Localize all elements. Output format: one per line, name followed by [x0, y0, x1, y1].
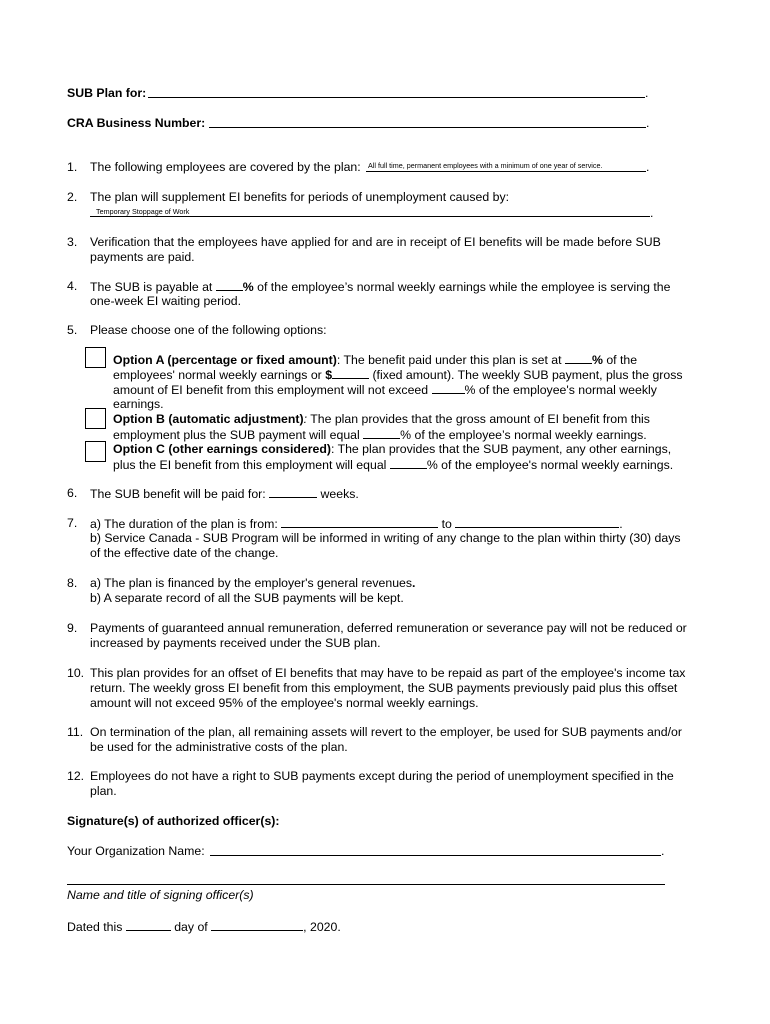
- option-a-line-3: [113, 382, 657, 397]
- organization-name-label: Your Organization Name:: [67, 844, 205, 858]
- item-1-number: 1.: [67, 160, 78, 174]
- dated-pre: Dated this: [67, 920, 126, 934]
- item-4-post: of the employee’s normal weekly earnings while the employee is serving the: [253, 280, 671, 294]
- option-a-l1-end: of the: [602, 353, 638, 367]
- item-8-line-b: b) A separate record of all the SUB payments will be kept.: [90, 591, 404, 605]
- dated-mid: day of: [170, 920, 212, 934]
- organization-period: .: [661, 844, 665, 858]
- item-1-period: .: [646, 160, 650, 174]
- option-a-l1-mid: : The benefit paid under this plan is set at: [336, 353, 565, 367]
- item-7-number: 7.: [67, 516, 78, 530]
- option-b-l1: The plan provides that the gross amount of EI benefit from this: [307, 412, 650, 426]
- option-a-percent-blank[interactable]: [565, 352, 592, 364]
- option-a-percent-sign: %: [591, 353, 603, 367]
- option-b-line-1: [113, 412, 650, 426]
- item-2-number: 2.: [67, 190, 78, 204]
- item-10-number: 10.: [67, 666, 85, 680]
- option-c-l2-pre: plus the EI benefit from this employment will equal: [113, 458, 390, 472]
- item-11-line-1: On termination of the plan, all remaining assets will revert to the employer, be used for SUB payments and/or: [90, 725, 682, 739]
- signature-heading: Signature(s) of authorized officer(s):: [67, 814, 280, 828]
- item-2-text: The plan will supplement EI benefits for periods of unemployment caused by:: [90, 190, 510, 204]
- dated-day-blank[interactable]: [126, 919, 171, 931]
- item-12-line-1: Employees do not have a right to SUB payments except during the period of unemployment specified in the: [90, 769, 674, 783]
- item-10-line-3: amount will not exceed 95% of the employee's normal weekly earnings.: [90, 696, 479, 710]
- option-a-max-percent-blank[interactable]: [432, 382, 465, 394]
- item-10-line-1: This plan provides for an offset of EI benefits that may have to be repaid as part of the employee's income tax: [90, 666, 686, 680]
- item-7-period: .: [619, 517, 623, 531]
- item-4-line-1: [90, 279, 670, 294]
- item-1-text: The following employees are covered by the plan:: [90, 160, 361, 174]
- option-a-line-4: earnings.: [113, 397, 164, 411]
- option-c-line-2: [113, 457, 673, 472]
- name-title-caption: Name and title of signing officer(s): [67, 888, 254, 902]
- item-12-number: 12.: [67, 769, 85, 783]
- option-c-percent-blank[interactable]: [390, 457, 427, 469]
- item-6-number: 6.: [67, 486, 78, 500]
- item-8-a-period: .: [412, 576, 416, 590]
- option-a-line-2: [113, 367, 683, 382]
- option-c-checkbox[interactable]: [85, 441, 106, 462]
- item-6-weeks-blank[interactable]: [269, 486, 317, 498]
- item-4-percent-blank[interactable]: [216, 279, 243, 291]
- sub-plan-label: SUB Plan for:: [67, 86, 147, 100]
- item-1-filled-value[interactable]: All full time, permanent employees with a minimum of one year of service.: [368, 161, 603, 170]
- option-a-checkbox[interactable]: [85, 347, 106, 368]
- item-6-line: [90, 486, 359, 501]
- item-8-number: 8.: [67, 576, 78, 590]
- option-b-percent-blank[interactable]: [363, 427, 400, 439]
- item-7-to-date-blank[interactable]: [455, 516, 619, 528]
- dated-month-blank[interactable]: [211, 919, 303, 931]
- sub-plan-period: .: [645, 86, 649, 100]
- option-c-l1: : The plan provides that the SUB payment, any other earnings,: [330, 442, 672, 456]
- item-4-line-2: one-week EI waiting period.: [90, 294, 242, 308]
- item-3-number: 3.: [67, 235, 78, 249]
- item-9-number: 9.: [67, 621, 78, 635]
- item-2-filled-value[interactable]: Temporary Stoppage of Work: [96, 207, 190, 216]
- dated-line: [67, 919, 341, 934]
- item-6-post: weeks.: [317, 487, 359, 501]
- cra-business-number-input-line[interactable]: [209, 127, 646, 128]
- item-10-line-2: return. The weekly gross EI benefit from this employment, the SUB payments previously paid plus this offset: [90, 681, 678, 695]
- item-7-line-b2: of the effective date of the change.: [90, 546, 279, 560]
- option-c-line-1: [113, 442, 671, 456]
- option-a-line-1: [113, 352, 637, 367]
- item-7-from-date-blank[interactable]: [281, 516, 438, 528]
- option-a-fixed-amount-blank[interactable]: [332, 367, 369, 379]
- item-11-line-2: be used for the administrative costs of the plan.: [90, 740, 348, 754]
- item-4-percent-sign: %: [242, 280, 254, 294]
- option-b-line-2: [113, 427, 647, 442]
- item-7-a-pre: a) The duration of the plan is from:: [90, 517, 282, 531]
- cra-period: .: [646, 116, 650, 130]
- item-8-a: a) The plan is financed by the employer's general revenues: [90, 576, 413, 590]
- option-b-l2-pre: employment plus the SUB payment will equal: [113, 428, 364, 442]
- option-a-l3-post: % of the employee's normal weekly: [464, 383, 657, 397]
- sub-plan-input-line[interactable]: [148, 97, 645, 98]
- organization-name-input-line[interactable]: [210, 855, 661, 856]
- item-5-number: 5.: [67, 323, 78, 337]
- item-3-line-1: Verification that the employees have applied for and are in receipt of EI benefits will be made before SUB: [90, 235, 661, 249]
- item-8-line-a: [90, 576, 415, 590]
- dated-post: , 2020.: [303, 920, 341, 934]
- cra-business-number-label: CRA Business Number:: [67, 116, 206, 130]
- item-2-input-line: [90, 216, 650, 217]
- item-7-line-b1: b) Service Canada - SUB Program will be informed in writing of any change to the plan within thirty (30) days: [90, 531, 681, 545]
- option-c-label: Option C (other earnings considered): [113, 442, 331, 456]
- item-1-input-line: [366, 171, 646, 172]
- option-b-label: Option B (automatic adjustment): [113, 412, 304, 426]
- item-3-line-2: payments are paid.: [90, 250, 195, 264]
- option-a-l2-pre: employees' normal weekly earnings or: [113, 368, 326, 382]
- option-a-l3-pre: amount of EI benefit from this employment will not exceed: [113, 383, 432, 397]
- item-11-number: 11.: [67, 725, 84, 739]
- item-7-a-mid: to: [438, 517, 456, 531]
- item-2-period: .: [650, 206, 654, 220]
- item-4-number: 4.: [67, 279, 78, 293]
- option-a-dollar-sign: $: [325, 368, 333, 382]
- item-7-line-a: [90, 516, 623, 531]
- option-b-checkbox[interactable]: [85, 408, 106, 429]
- item-9-line-2: increased by payments received under the SUB plan.: [90, 636, 381, 650]
- option-a-label: Option A (percentage or fixed amount): [113, 353, 337, 367]
- option-b-colon: :: [303, 412, 308, 426]
- item-12-line-2: plan.: [90, 784, 117, 798]
- item-4-pre: The SUB is payable at: [90, 280, 216, 294]
- option-a-l2-post: (fixed amount). The weekly SUB payment, plus the gross: [369, 368, 683, 382]
- signing-officer-signature-line[interactable]: [67, 884, 665, 885]
- item-6-pre: The SUB benefit will be paid for:: [90, 487, 270, 501]
- option-b-l2-post: % of the employee’s normal weekly earnings.: [400, 428, 647, 442]
- item-9-line-1: Payments of guaranteed annual remuneration, deferred remuneration or severance pay will not be reduced or: [90, 621, 687, 635]
- option-c-l2-post: % of the employee's normal weekly earnings.: [426, 458, 674, 472]
- item-5-text: Please choose one of the following options:: [90, 323, 327, 337]
